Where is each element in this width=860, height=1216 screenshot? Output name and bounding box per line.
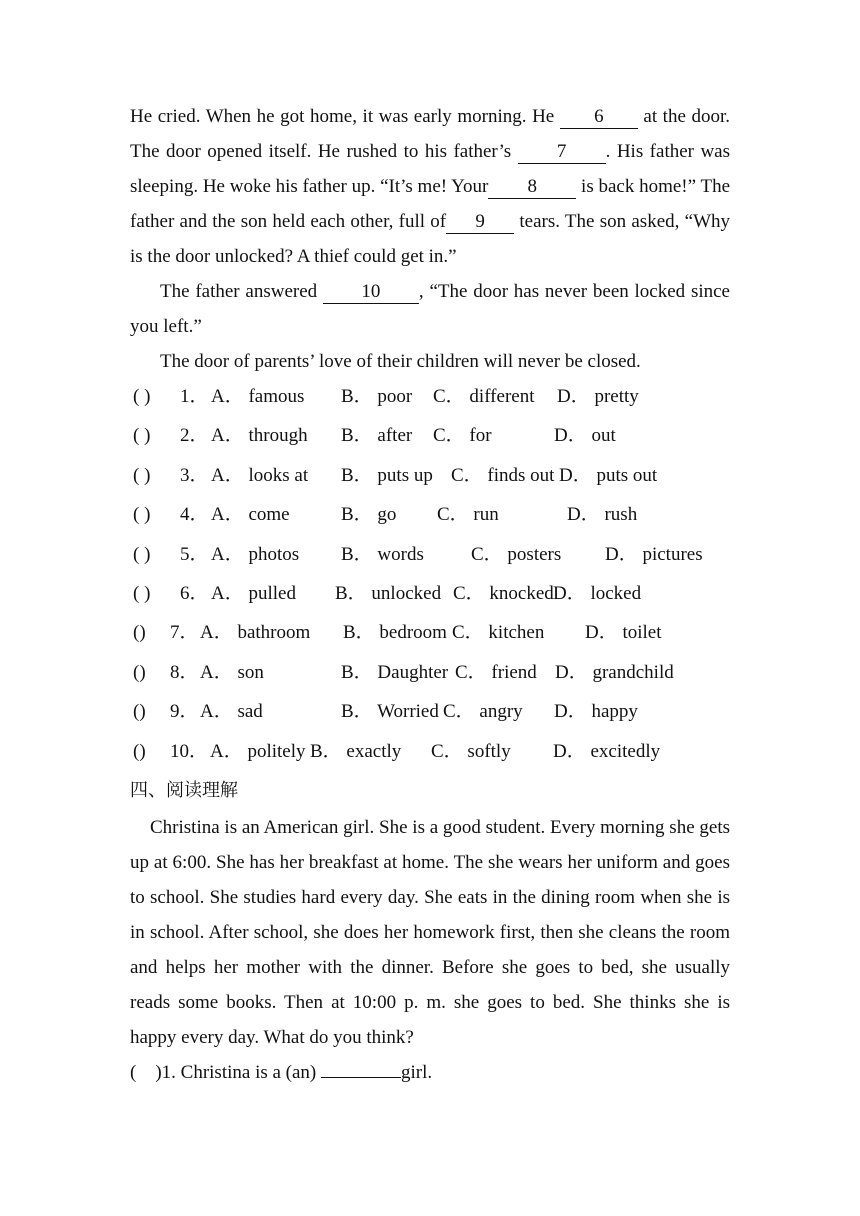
- option-c[interactable]: C． run: [437, 504, 499, 526]
- option-c[interactable]: C． angry: [443, 701, 523, 723]
- answer-paren[interactable]: (): [133, 622, 146, 644]
- passage-paragraph-3: The door of parents’ love of their children will never be closed.: [160, 351, 641, 372]
- question-text: 1. Christina is a (an): [161, 1061, 322, 1083]
- option-d[interactable]: D． toilet: [585, 622, 662, 644]
- passage-text: is back home!” The father and the son held each other, full of: [130, 176, 731, 232]
- option-b[interactable]: B． unlocked: [335, 582, 442, 604]
- option-b[interactable]: B． Worried: [341, 701, 439, 723]
- question-tail: girl.: [401, 1061, 433, 1083]
- option-b[interactable]: B． bedroom: [343, 622, 447, 644]
- question-number: 9．: [170, 701, 199, 723]
- answer-paren[interactable]: ( ): [133, 425, 151, 447]
- answer-paren[interactable]: ( ): [133, 386, 151, 407]
- option-d[interactable]: D． out: [554, 425, 616, 447]
- answer-paren[interactable]: (): [133, 701, 146, 723]
- cloze-question-5: [130, 535, 730, 574]
- option-a[interactable]: A． photos: [211, 543, 300, 565]
- option-d[interactable]: D． locked: [553, 582, 642, 604]
- option-a[interactable]: A． looks at: [211, 464, 309, 486]
- option-a[interactable]: A． through: [211, 425, 308, 447]
- option-a[interactable]: A． bathroom: [200, 622, 311, 644]
- blank-9[interactable]: 9: [446, 211, 514, 234]
- option-b[interactable]: B． exactly: [310, 740, 402, 762]
- passage-paragraph-1: [130, 99, 730, 274]
- blank-7[interactable]: 7: [518, 141, 606, 164]
- option-c[interactable]: C． kitchen: [452, 622, 545, 644]
- option-b[interactable]: B． poor: [341, 386, 413, 407]
- option-a[interactable]: A． son: [200, 661, 264, 683]
- passage-text: The father answered: [160, 281, 323, 302]
- question-number: 7．: [170, 622, 199, 644]
- section-title: 四、阅读理解: [130, 779, 238, 801]
- option-a[interactable]: A． politely: [210, 740, 306, 762]
- question-number: 4．: [180, 504, 209, 526]
- answer-paren[interactable]: ( ): [130, 1061, 162, 1083]
- option-c[interactable]: C． for: [433, 425, 492, 447]
- answer-paren[interactable]: ( ): [133, 582, 151, 604]
- option-b[interactable]: B． puts up: [341, 464, 433, 486]
- cloze-question-4: [130, 495, 730, 534]
- cloze-question-10: [130, 732, 730, 771]
- blank-10[interactable]: 10: [323, 281, 419, 304]
- passage-paragraph-2: [130, 274, 730, 344]
- option-d[interactable]: D． grandchild: [555, 661, 674, 683]
- option-d[interactable]: D． happy: [554, 701, 638, 723]
- reading-passage: Christina is an American girl. She is a good student. Every morning she gets up at 6:00. She has her breakfast at home. The she wears her uniform and goes to school. She studies hard every day. She eats in the dining room when she is in school. After school, she does her homework first, then she cleans the room and helps her mother with the dinner. Before she goes to bed, she usually reads some books. Then at 10:00 p. m. she goes to bed. She thinks she is happy every day. What do you think?: [130, 816, 730, 1048]
- reading-question-1: [130, 1055, 730, 1090]
- cloze-question-8: [130, 653, 730, 692]
- passage-text: at the door. The door opened itself. He rushed to his father’s: [130, 106, 730, 162]
- option-c[interactable]: C． posters: [471, 543, 562, 565]
- passage-text: . His father was sleeping. He woke his father up. “It’s me! Your: [130, 141, 730, 197]
- question-number: 10．: [170, 740, 209, 762]
- option-d[interactable]: D． puts out: [559, 464, 658, 486]
- question-number: 6．: [180, 582, 209, 604]
- passage-text: tears. The son asked, “Why is the door unlocked? A thief could get in.”: [130, 211, 730, 267]
- answer-paren[interactable]: ( ): [133, 504, 151, 526]
- option-c[interactable]: C． softly: [431, 740, 511, 762]
- worksheet-page: [130, 99, 730, 1090]
- answer-paren[interactable]: ( ): [133, 543, 151, 565]
- cloze-options: [130, 377, 730, 771]
- passage-text: , “The door has never been locked since you left.”: [130, 281, 730, 337]
- option-b[interactable]: B． words: [341, 543, 424, 565]
- option-d[interactable]: D． rush: [567, 504, 638, 526]
- question-number: 3．: [180, 464, 209, 486]
- option-a[interactable]: A． sad: [200, 701, 263, 723]
- cloze-question-6: [130, 574, 730, 613]
- question-number: 2．: [180, 425, 209, 447]
- blank-6[interactable]: 6: [560, 106, 638, 129]
- cloze-question-9: [130, 692, 730, 731]
- passage-text: He cried. When he got home, it was early morning. He: [130, 106, 560, 127]
- blank-8[interactable]: 8: [488, 176, 576, 199]
- answer-paren[interactable]: (): [133, 661, 146, 683]
- option-c[interactable]: C． different: [433, 386, 535, 407]
- cloze-question-7: [130, 613, 730, 652]
- question-number: 5．: [180, 543, 209, 565]
- option-d[interactable]: D． pictures: [605, 543, 703, 565]
- option-b[interactable]: B． after: [341, 425, 413, 447]
- cloze-question-1: [130, 377, 730, 416]
- answer-paren[interactable]: ( ): [133, 464, 151, 486]
- answer-paren[interactable]: (): [133, 740, 146, 762]
- cloze-question-3: [130, 456, 730, 495]
- option-c[interactable]: C． finds out: [451, 464, 555, 486]
- option-c[interactable]: C． knocked: [453, 582, 554, 604]
- option-b[interactable]: B． Daughter: [341, 661, 449, 683]
- option-c[interactable]: C． friend: [455, 661, 537, 683]
- question-number: 1．: [180, 386, 209, 407]
- option-a[interactable]: A． famous: [211, 386, 305, 407]
- option-a[interactable]: A． come: [211, 504, 290, 526]
- cloze-question-2: [130, 416, 730, 455]
- option-a[interactable]: A． pulled: [211, 582, 296, 604]
- answer-blank[interactable]: [321, 1077, 401, 1078]
- option-b[interactable]: B． go: [341, 504, 397, 526]
- option-d[interactable]: D． pretty: [557, 386, 639, 407]
- option-d[interactable]: D． excitedly: [553, 740, 661, 762]
- question-number: 8．: [170, 661, 199, 683]
